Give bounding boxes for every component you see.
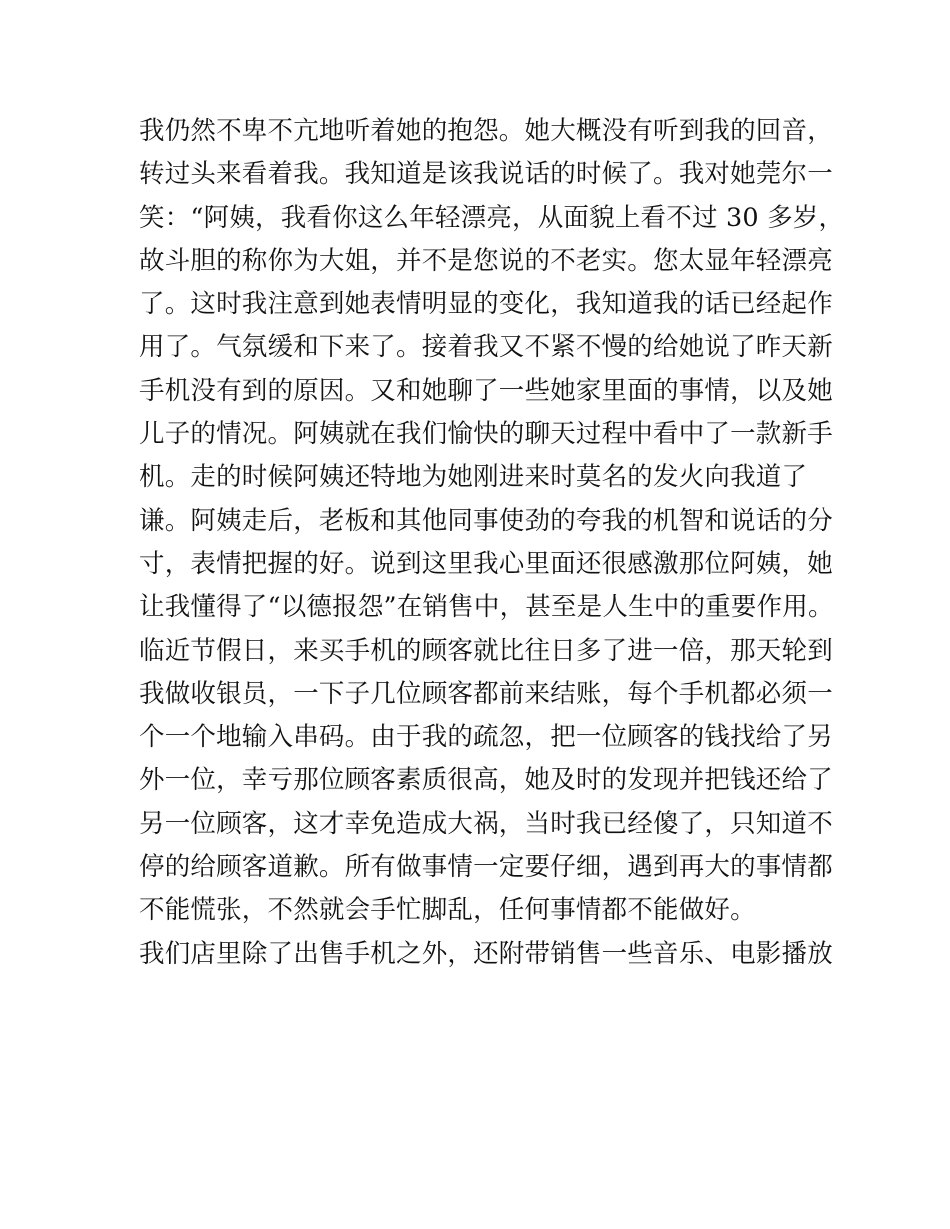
text-line: 转过头来看着我。我知道是该我说话的时候了。我对她莞尔一 bbox=[139, 159, 833, 190]
text-line: 不能慌张，不然就会手忙脚乱，任何事情都不能做好。 bbox=[139, 895, 756, 926]
text-line: 我们店里除了出售手机之外，还附带销售一些音乐、电影播放 bbox=[139, 938, 833, 969]
text-line: 寸，表情把握的好。说到这里我心里面还很感激那位阿姨，她 bbox=[139, 548, 833, 579]
text-line: 儿子的情况。阿姨就在我们愉快的聊天过程中看中了一款新手 bbox=[139, 419, 833, 450]
text-line: 临近节假日，来买手机的顾客就比往日多了进一倍，那天轮到 bbox=[139, 635, 833, 666]
text-line: 让我懂得了“以德报怨”在销售中，甚至是人生中的重要作用。 bbox=[139, 592, 834, 623]
text-line: 我仍然不卑不亢地听着她的抱怨。她大概没有听到我的回音， bbox=[139, 116, 833, 146]
text-line: 停的给顾客道歉。所有做事情一定要仔细，遇到再大的事情都 bbox=[139, 852, 833, 883]
text-line: 个一个地输入串码。由于我的疏忽，把一位顾客的钱找给了另 bbox=[139, 722, 833, 753]
text-line: 用了。气氛缓和下来了。接着我又不紧不慢的给她说了昨天新 bbox=[139, 332, 833, 363]
text-line: 我做收银员，一下子几位顾客都前来结账，每个手机都必须一 bbox=[139, 678, 833, 709]
text-line: 外一位，幸亏那位顾客素质很高，她及时的发现并把钱还给了 bbox=[139, 765, 833, 796]
body-text bbox=[139, 110, 845, 976]
text-line: 笑：“阿姨，我看你这么年轻漂亮，从面貌上看不过 30 多岁， bbox=[139, 202, 845, 233]
text-line: 了。这时我注意到她表情明显的变化，我知道我的话已经起作 bbox=[139, 289, 833, 320]
text-line: 机。走的时候阿姨还特地为她刚进来时莫名的发火向我道了 bbox=[139, 462, 808, 493]
text-line: 手机没有到的原因。又和她聊了一些她家里面的事情，以及她 bbox=[139, 375, 833, 406]
text-line: 谦。阿姨走后，老板和其他同事使劲的夸我的机智和说话的分 bbox=[139, 505, 833, 536]
text-line: 另一位顾客，这才幸免造成大祸，当时我已经傻了，只知道不 bbox=[139, 808, 833, 839]
text-line: 故斗胆的称你为大姐，并不是您说的不老实。您太显年轻漂亮 bbox=[139, 245, 833, 276]
